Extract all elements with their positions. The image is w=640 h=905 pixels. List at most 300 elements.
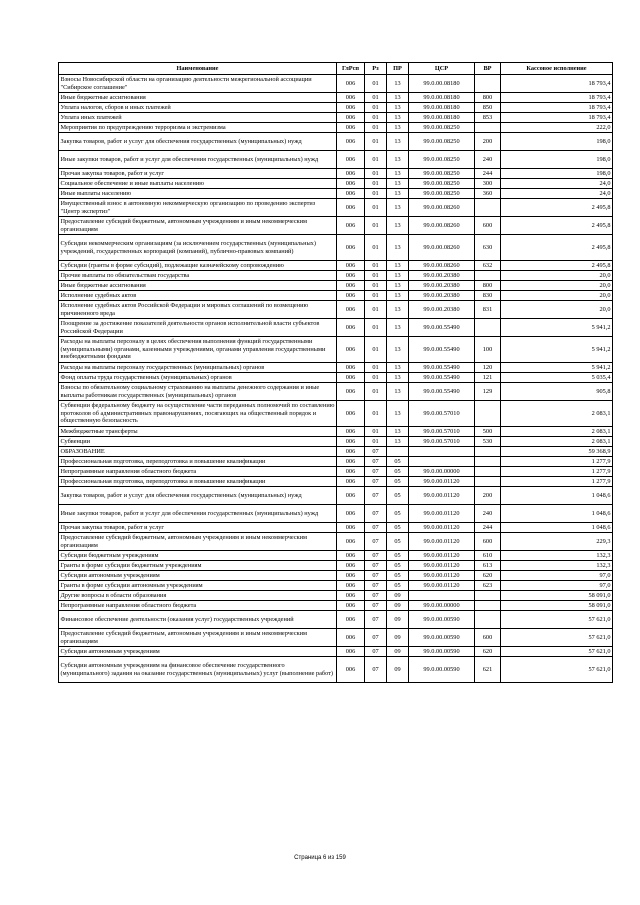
cell-name: Исполнение судебных актов xyxy=(59,291,337,301)
cell-csr: 99.0.00.55490 xyxy=(409,337,475,363)
table-row xyxy=(59,487,613,505)
cell-name: Иные выплаты населению xyxy=(59,189,337,199)
cell-name: Субсидии некоммерческим организациям (за исключением государственных (муниципальных) учреждений, государственных корпораций (компаний), публично-правовых компаний) xyxy=(59,235,337,261)
cell-name: Прочие выплаты по обязательствам государства xyxy=(59,271,337,281)
table-row xyxy=(59,457,613,467)
cell-csr: 99.0.00.08180 xyxy=(409,93,475,103)
cell-rz: 01 xyxy=(365,337,387,363)
cell-rz: 01 xyxy=(365,235,387,261)
cell-pr: 13 xyxy=(387,169,409,179)
cell-name: Субвенции федеральному бюджету на осуществление части переданных полномочий по составлению протоколов об административных правонарушениях, посягающих на общественный порядок и общественную безопасность xyxy=(59,401,337,427)
cell-grbs: 006 xyxy=(337,551,365,561)
cell-rz: 07 xyxy=(365,523,387,533)
cell-pr: 05 xyxy=(387,561,409,571)
cell-csr: 99.0.00.55490 xyxy=(409,363,475,373)
cell-grbs: 006 xyxy=(337,487,365,505)
cell-rz: 07 xyxy=(365,561,387,571)
cell-vr: 120 xyxy=(475,363,501,373)
cell-pr: 09 xyxy=(387,657,409,683)
header-pr: ПР xyxy=(387,63,409,75)
cell-rz: 07 xyxy=(365,571,387,581)
page-footer: Страница 6 из 159 xyxy=(294,855,346,861)
cell-amount: 18 793,4 xyxy=(501,93,613,103)
cell-csr: 99.0.00.01120 xyxy=(409,533,475,551)
cell-grbs: 006 xyxy=(337,179,365,189)
cell-rz: 07 xyxy=(365,611,387,629)
cell-vr xyxy=(475,591,501,601)
cell-amount: 2 083,1 xyxy=(501,427,613,437)
cell-rz: 07 xyxy=(365,487,387,505)
cell-name: Субсидии автономным учреждениям xyxy=(59,647,337,657)
budget-table-container xyxy=(58,62,612,683)
cell-vr: 129 xyxy=(475,383,501,401)
cell-pr: 13 xyxy=(387,319,409,337)
cell-name: Профессиональная подготовка, переподготовка и повышение квалификации xyxy=(59,457,337,467)
cell-vr xyxy=(475,401,501,427)
cell-csr xyxy=(409,447,475,457)
cell-vr: 240 xyxy=(475,151,501,169)
cell-amount: 5 035,4 xyxy=(501,373,613,383)
cell-amount: 97,0 xyxy=(501,571,613,581)
cell-amount: 2 495,8 xyxy=(501,261,613,271)
cell-rz: 01 xyxy=(365,291,387,301)
cell-grbs: 006 xyxy=(337,647,365,657)
cell-pr: 09 xyxy=(387,591,409,601)
cell-csr xyxy=(409,457,475,467)
cell-amount: 5 941,2 xyxy=(501,319,613,337)
cell-grbs: 006 xyxy=(337,291,365,301)
cell-amount: 20,0 xyxy=(501,271,613,281)
cell-name: Иные закупки товаров, работ и услуг для обеспечения государственных (муниципальных) нужд xyxy=(59,505,337,523)
cell-csr: 99.0.00.08250 xyxy=(409,123,475,133)
cell-grbs: 006 xyxy=(337,657,365,683)
cell-vr xyxy=(475,611,501,629)
cell-rz: 01 xyxy=(365,261,387,271)
table-row xyxy=(59,611,613,629)
cell-name: Закупка товаров, работ и услуг для обеспечения государственных (муниципальных) нужд xyxy=(59,487,337,505)
cell-rz: 01 xyxy=(365,363,387,373)
cell-vr: 850 xyxy=(475,103,501,113)
cell-vr: 630 xyxy=(475,235,501,261)
table-row xyxy=(59,151,613,169)
cell-name: Иные бюджетные ассигнования xyxy=(59,93,337,103)
cell-csr: 99.0.00.55490 xyxy=(409,373,475,383)
cell-csr: 99.0.00.01120 xyxy=(409,477,475,487)
cell-csr: 99.0.00.01120 xyxy=(409,561,475,571)
cell-rz: 01 xyxy=(365,189,387,199)
cell-rz: 07 xyxy=(365,457,387,467)
cell-pr: 13 xyxy=(387,401,409,427)
cell-vr xyxy=(475,199,501,217)
header-grbs: ГлРсп xyxy=(337,63,365,75)
cell-grbs: 006 xyxy=(337,373,365,383)
cell-name: Предоставление субсидий бюджетным, автономным учреждениям и иным некоммерческим организациям xyxy=(59,629,337,647)
cell-name: Межбюджетные трансферты xyxy=(59,427,337,437)
cell-rz: 07 xyxy=(365,601,387,611)
cell-amount: 59 368,9 xyxy=(501,447,613,457)
cell-name: Профессиональная подготовка, переподготовка и повышение квалификации xyxy=(59,477,337,487)
table-row xyxy=(59,199,613,217)
cell-name: Уплата иных платежей xyxy=(59,113,337,123)
cell-grbs: 006 xyxy=(337,383,365,401)
cell-rz: 01 xyxy=(365,179,387,189)
cell-grbs: 006 xyxy=(337,363,365,373)
cell-pr: 05 xyxy=(387,457,409,467)
cell-grbs: 006 xyxy=(337,601,365,611)
cell-amount: 222,0 xyxy=(501,123,613,133)
cell-vr xyxy=(475,467,501,477)
cell-vr xyxy=(475,319,501,337)
table-row xyxy=(59,189,613,199)
cell-name: Взносы Новосибирской области на организацию деятельности межрегиональной ассоциации "Сибирское соглашение" xyxy=(59,75,337,93)
cell-amount: 2 083,1 xyxy=(501,437,613,447)
cell-vr: 623 xyxy=(475,581,501,591)
cell-pr: 05 xyxy=(387,477,409,487)
cell-grbs: 006 xyxy=(337,301,365,319)
cell-amount: 57 621,0 xyxy=(501,657,613,683)
table-row xyxy=(59,93,613,103)
cell-amount: 905,8 xyxy=(501,383,613,401)
cell-grbs: 006 xyxy=(337,261,365,271)
cell-csr: 99.0.00.08260 xyxy=(409,235,475,261)
table-row xyxy=(59,551,613,561)
cell-name: Взносы по обязательному социальному страхованию на выплаты денежного содержания и иные выплаты работникам государственных (муниципальных) органов xyxy=(59,383,337,401)
cell-pr: 13 xyxy=(387,123,409,133)
table-row xyxy=(59,383,613,401)
cell-vr: 240 xyxy=(475,505,501,523)
cell-grbs: 006 xyxy=(337,103,365,113)
cell-name: Другие вопросы в области образования xyxy=(59,591,337,601)
cell-pr: 13 xyxy=(387,235,409,261)
cell-vr: 610 xyxy=(475,551,501,561)
cell-grbs: 006 xyxy=(337,581,365,591)
cell-grbs: 006 xyxy=(337,571,365,581)
table-row xyxy=(59,533,613,551)
cell-pr: 09 xyxy=(387,629,409,647)
cell-csr: 99.0.00.01120 xyxy=(409,581,475,591)
cell-csr: 99.0.00.08250 xyxy=(409,133,475,151)
cell-grbs: 006 xyxy=(337,217,365,235)
cell-vr xyxy=(475,271,501,281)
cell-csr xyxy=(409,591,475,601)
cell-name: Имущественный взнос в автономную некоммерческую организацию по проведению экспертиз "Центр экспертиз" xyxy=(59,199,337,217)
cell-csr: 99.0.00.55490 xyxy=(409,383,475,401)
cell-pr: 05 xyxy=(387,571,409,581)
cell-grbs: 006 xyxy=(337,477,365,487)
cell-name: Непрограммные направления областного бюджета xyxy=(59,467,337,477)
cell-rz: 01 xyxy=(365,113,387,123)
header-vr: ВР xyxy=(475,63,501,75)
cell-vr: 530 xyxy=(475,437,501,447)
cell-vr: 620 xyxy=(475,571,501,581)
cell-grbs: 006 xyxy=(337,235,365,261)
cell-pr: 05 xyxy=(387,533,409,551)
cell-pr: 13 xyxy=(387,199,409,217)
cell-vr: 853 xyxy=(475,113,501,123)
table-row xyxy=(59,291,613,301)
cell-name: Расходы на выплаты персоналу государственных (муниципальных) органов xyxy=(59,363,337,373)
cell-name: Поощрение за достижение показателей деятельности органов исполнительной власти субъектов Российской Федерации xyxy=(59,319,337,337)
cell-rz: 01 xyxy=(365,301,387,319)
cell-vr xyxy=(475,601,501,611)
table-row xyxy=(59,427,613,437)
cell-amount: 1 277,9 xyxy=(501,457,613,467)
cell-csr: 99.0.00.00590 xyxy=(409,647,475,657)
cell-rz: 07 xyxy=(365,477,387,487)
cell-vr: 121 xyxy=(475,373,501,383)
cell-grbs: 006 xyxy=(337,281,365,291)
table-row xyxy=(59,217,613,235)
cell-pr: 13 xyxy=(387,383,409,401)
cell-amount: 18 793,4 xyxy=(501,103,613,113)
table-row xyxy=(59,571,613,581)
cell-rz: 01 xyxy=(365,217,387,235)
cell-vr: 500 xyxy=(475,427,501,437)
cell-pr: 09 xyxy=(387,647,409,657)
cell-name: Гранты в форме субсидии автономным учреждениям xyxy=(59,581,337,591)
cell-vr xyxy=(475,75,501,93)
cell-csr: 99.0.00.01120 xyxy=(409,505,475,523)
cell-pr xyxy=(387,447,409,457)
cell-amount: 57 621,0 xyxy=(501,611,613,629)
cell-grbs: 006 xyxy=(337,151,365,169)
cell-name: Закупка товаров, работ и услуг для обеспечения государственных (муниципальных) нужд xyxy=(59,133,337,151)
cell-vr: 100 xyxy=(475,337,501,363)
table-row xyxy=(59,591,613,601)
cell-grbs: 006 xyxy=(337,189,365,199)
cell-amount: 2 495,8 xyxy=(501,235,613,261)
cell-grbs: 006 xyxy=(337,591,365,601)
cell-grbs: 006 xyxy=(337,437,365,447)
cell-amount: 132,3 xyxy=(501,561,613,571)
cell-csr: 99.0.00.08260 xyxy=(409,261,475,271)
table-row xyxy=(59,363,613,373)
cell-pr: 13 xyxy=(387,93,409,103)
cell-rz: 01 xyxy=(365,199,387,217)
table-row xyxy=(59,601,613,611)
cell-pr: 13 xyxy=(387,337,409,363)
cell-amount: 2 495,8 xyxy=(501,217,613,235)
table-row xyxy=(59,523,613,533)
cell-csr: 99.0.00.00590 xyxy=(409,629,475,647)
cell-pr: 13 xyxy=(387,373,409,383)
cell-name: ОБРАЗОВАНИЕ xyxy=(59,447,337,457)
cell-rz: 01 xyxy=(365,151,387,169)
table-row xyxy=(59,477,613,487)
cell-grbs: 006 xyxy=(337,401,365,427)
cell-csr: 99.0.00.20380 xyxy=(409,281,475,291)
cell-pr: 09 xyxy=(387,601,409,611)
cell-name: Субвенции xyxy=(59,437,337,447)
cell-grbs: 006 xyxy=(337,427,365,437)
cell-name: Субсидии автономным учреждениям на финансовое обеспечение государственного (муниципального) задания на оказание государственных (муниципальных) услуг (выполнение работ) xyxy=(59,657,337,683)
cell-grbs: 006 xyxy=(337,447,365,457)
table-row xyxy=(59,261,613,271)
cell-grbs: 006 xyxy=(337,123,365,133)
cell-pr: 13 xyxy=(387,133,409,151)
cell-amount: 198,0 xyxy=(501,133,613,151)
header-csr: ЦСР xyxy=(409,63,475,75)
table-row xyxy=(59,179,613,189)
cell-vr xyxy=(475,477,501,487)
cell-amount: 2 495,8 xyxy=(501,199,613,217)
table-row xyxy=(59,123,613,133)
table-row xyxy=(59,467,613,477)
cell-rz: 07 xyxy=(365,581,387,591)
cell-rz: 01 xyxy=(365,133,387,151)
cell-pr: 13 xyxy=(387,437,409,447)
cell-pr: 13 xyxy=(387,363,409,373)
cell-csr: 99.0.00.00590 xyxy=(409,611,475,629)
cell-name: Прочая закупка товаров, работ и услуг xyxy=(59,523,337,533)
cell-csr: 99.0.00.08250 xyxy=(409,179,475,189)
cell-name: Фонд оплаты труда государственных (муниципальных) органов xyxy=(59,373,337,383)
cell-pr: 13 xyxy=(387,291,409,301)
cell-amount: 58 091,0 xyxy=(501,591,613,601)
table-row xyxy=(59,437,613,447)
cell-grbs: 006 xyxy=(337,337,365,363)
cell-amount: 58 091,0 xyxy=(501,601,613,611)
cell-csr: 99.0.00.00590 xyxy=(409,657,475,683)
cell-pr: 05 xyxy=(387,467,409,477)
table-row xyxy=(59,319,613,337)
cell-pr: 13 xyxy=(387,75,409,93)
cell-name: Иные бюджетные ассигнования xyxy=(59,281,337,291)
cell-grbs: 006 xyxy=(337,611,365,629)
table-row xyxy=(59,447,613,457)
cell-rz: 01 xyxy=(365,437,387,447)
cell-pr: 13 xyxy=(387,151,409,169)
cell-vr: 620 xyxy=(475,647,501,657)
cell-rz: 07 xyxy=(365,591,387,601)
cell-name: Предоставление субсидий бюджетным, автономным учреждениям и иным некоммерческим организациям xyxy=(59,533,337,551)
cell-vr: 600 xyxy=(475,533,501,551)
cell-name: Исполнение судебных актов Российской Федерации и мировых соглашений по возмещению причиненного вреда xyxy=(59,301,337,319)
cell-vr: 632 xyxy=(475,261,501,271)
cell-grbs: 006 xyxy=(337,169,365,179)
cell-pr: 05 xyxy=(387,505,409,523)
cell-name: Уплата налогов, сборов и иных платежей xyxy=(59,103,337,113)
cell-rz: 01 xyxy=(365,103,387,113)
cell-vr: 613 xyxy=(475,561,501,571)
cell-rz: 07 xyxy=(365,467,387,477)
cell-grbs: 006 xyxy=(337,271,365,281)
cell-grbs: 006 xyxy=(337,561,365,571)
cell-rz: 01 xyxy=(365,281,387,291)
cell-amount: 20,0 xyxy=(501,301,613,319)
cell-csr: 99.0.00.08180 xyxy=(409,113,475,123)
cell-csr: 99.0.00.20380 xyxy=(409,291,475,301)
cell-name: Субсидии автономным учреждениям xyxy=(59,571,337,581)
cell-rz: 07 xyxy=(365,533,387,551)
cell-amount: 198,0 xyxy=(501,151,613,169)
cell-grbs: 006 xyxy=(337,113,365,123)
cell-csr: 99.0.00.08250 xyxy=(409,169,475,179)
cell-grbs: 006 xyxy=(337,93,365,103)
table-header-row xyxy=(59,63,613,75)
cell-amount: 18 793,4 xyxy=(501,113,613,123)
table-row xyxy=(59,657,613,683)
table-body xyxy=(59,75,613,683)
cell-grbs: 006 xyxy=(337,505,365,523)
table-row xyxy=(59,337,613,363)
cell-pr: 13 xyxy=(387,427,409,437)
cell-vr: 600 xyxy=(475,629,501,647)
cell-rz: 07 xyxy=(365,647,387,657)
cell-csr: 99.0.00.55490 xyxy=(409,319,475,337)
cell-name: Финансовое обеспечение деятельности (оказания услуг) государственных учреждений xyxy=(59,611,337,629)
table-row xyxy=(59,401,613,427)
header-name: Наименование xyxy=(59,63,337,75)
cell-name: Субсидии (гранты в форме субсидий), подлежащие казначейскому сопровождению xyxy=(59,261,337,271)
cell-csr: 99.0.00.08260 xyxy=(409,217,475,235)
table-row xyxy=(59,505,613,523)
cell-pr: 09 xyxy=(387,611,409,629)
cell-csr: 99.0.00.00000 xyxy=(409,467,475,477)
cell-vr: 244 xyxy=(475,169,501,179)
cell-pr: 13 xyxy=(387,103,409,113)
cell-pr: 05 xyxy=(387,523,409,533)
cell-pr: 13 xyxy=(387,189,409,199)
cell-csr: 99.0.00.20380 xyxy=(409,271,475,281)
cell-csr: 99.0.00.08180 xyxy=(409,103,475,113)
cell-rz: 01 xyxy=(365,123,387,133)
cell-pr: 13 xyxy=(387,271,409,281)
cell-pr: 13 xyxy=(387,261,409,271)
cell-csr: 99.0.00.57010 xyxy=(409,437,475,447)
cell-csr: 99.0.00.20380 xyxy=(409,301,475,319)
cell-vr: 800 xyxy=(475,281,501,291)
cell-csr: 99.0.00.00000 xyxy=(409,601,475,611)
cell-rz: 01 xyxy=(365,75,387,93)
cell-vr: 200 xyxy=(475,133,501,151)
cell-pr: 13 xyxy=(387,217,409,235)
cell-grbs: 006 xyxy=(337,319,365,337)
cell-name: Прочая закупка товаров, работ и услуг xyxy=(59,169,337,179)
cell-rz: 01 xyxy=(365,319,387,337)
table-row xyxy=(59,235,613,261)
cell-csr: 99.0.00.57010 xyxy=(409,401,475,427)
table-row xyxy=(59,271,613,281)
cell-amount: 57 621,0 xyxy=(501,647,613,657)
cell-vr xyxy=(475,457,501,467)
cell-csr: 99.0.00.08260 xyxy=(409,199,475,217)
cell-pr: 05 xyxy=(387,581,409,591)
table-row xyxy=(59,133,613,151)
cell-grbs: 006 xyxy=(337,533,365,551)
table-row xyxy=(59,301,613,319)
cell-name: Иные закупки товаров, работ и услуг для обеспечения государственных (муниципальных) нужд xyxy=(59,151,337,169)
cell-amount: 57 621,0 xyxy=(501,629,613,647)
cell-grbs: 006 xyxy=(337,457,365,467)
cell-csr: 99.0.00.01120 xyxy=(409,571,475,581)
cell-amount: 1 277,9 xyxy=(501,467,613,477)
cell-amount: 132,3 xyxy=(501,551,613,561)
cell-csr: 99.0.00.01120 xyxy=(409,487,475,505)
cell-name: Расходы на выплаты персоналу в целях обеспечения выполнения функций государственными (муниципальными) органами, казенными учреждениями, органами управления государственными внебюджетными фондами xyxy=(59,337,337,363)
cell-amount: 1 048,6 xyxy=(501,523,613,533)
cell-amount: 1 277,9 xyxy=(501,477,613,487)
cell-csr: 99.0.00.08250 xyxy=(409,151,475,169)
cell-amount: 24,0 xyxy=(501,189,613,199)
cell-amount: 1 048,6 xyxy=(501,505,613,523)
cell-pr: 13 xyxy=(387,113,409,123)
cell-rz: 01 xyxy=(365,93,387,103)
budget-table xyxy=(58,62,613,683)
cell-amount: 229,3 xyxy=(501,533,613,551)
cell-name: Непрограммные направления областного бюджета xyxy=(59,601,337,611)
cell-name: Мероприятия по предупреждению терроризма и экстремизма xyxy=(59,123,337,133)
